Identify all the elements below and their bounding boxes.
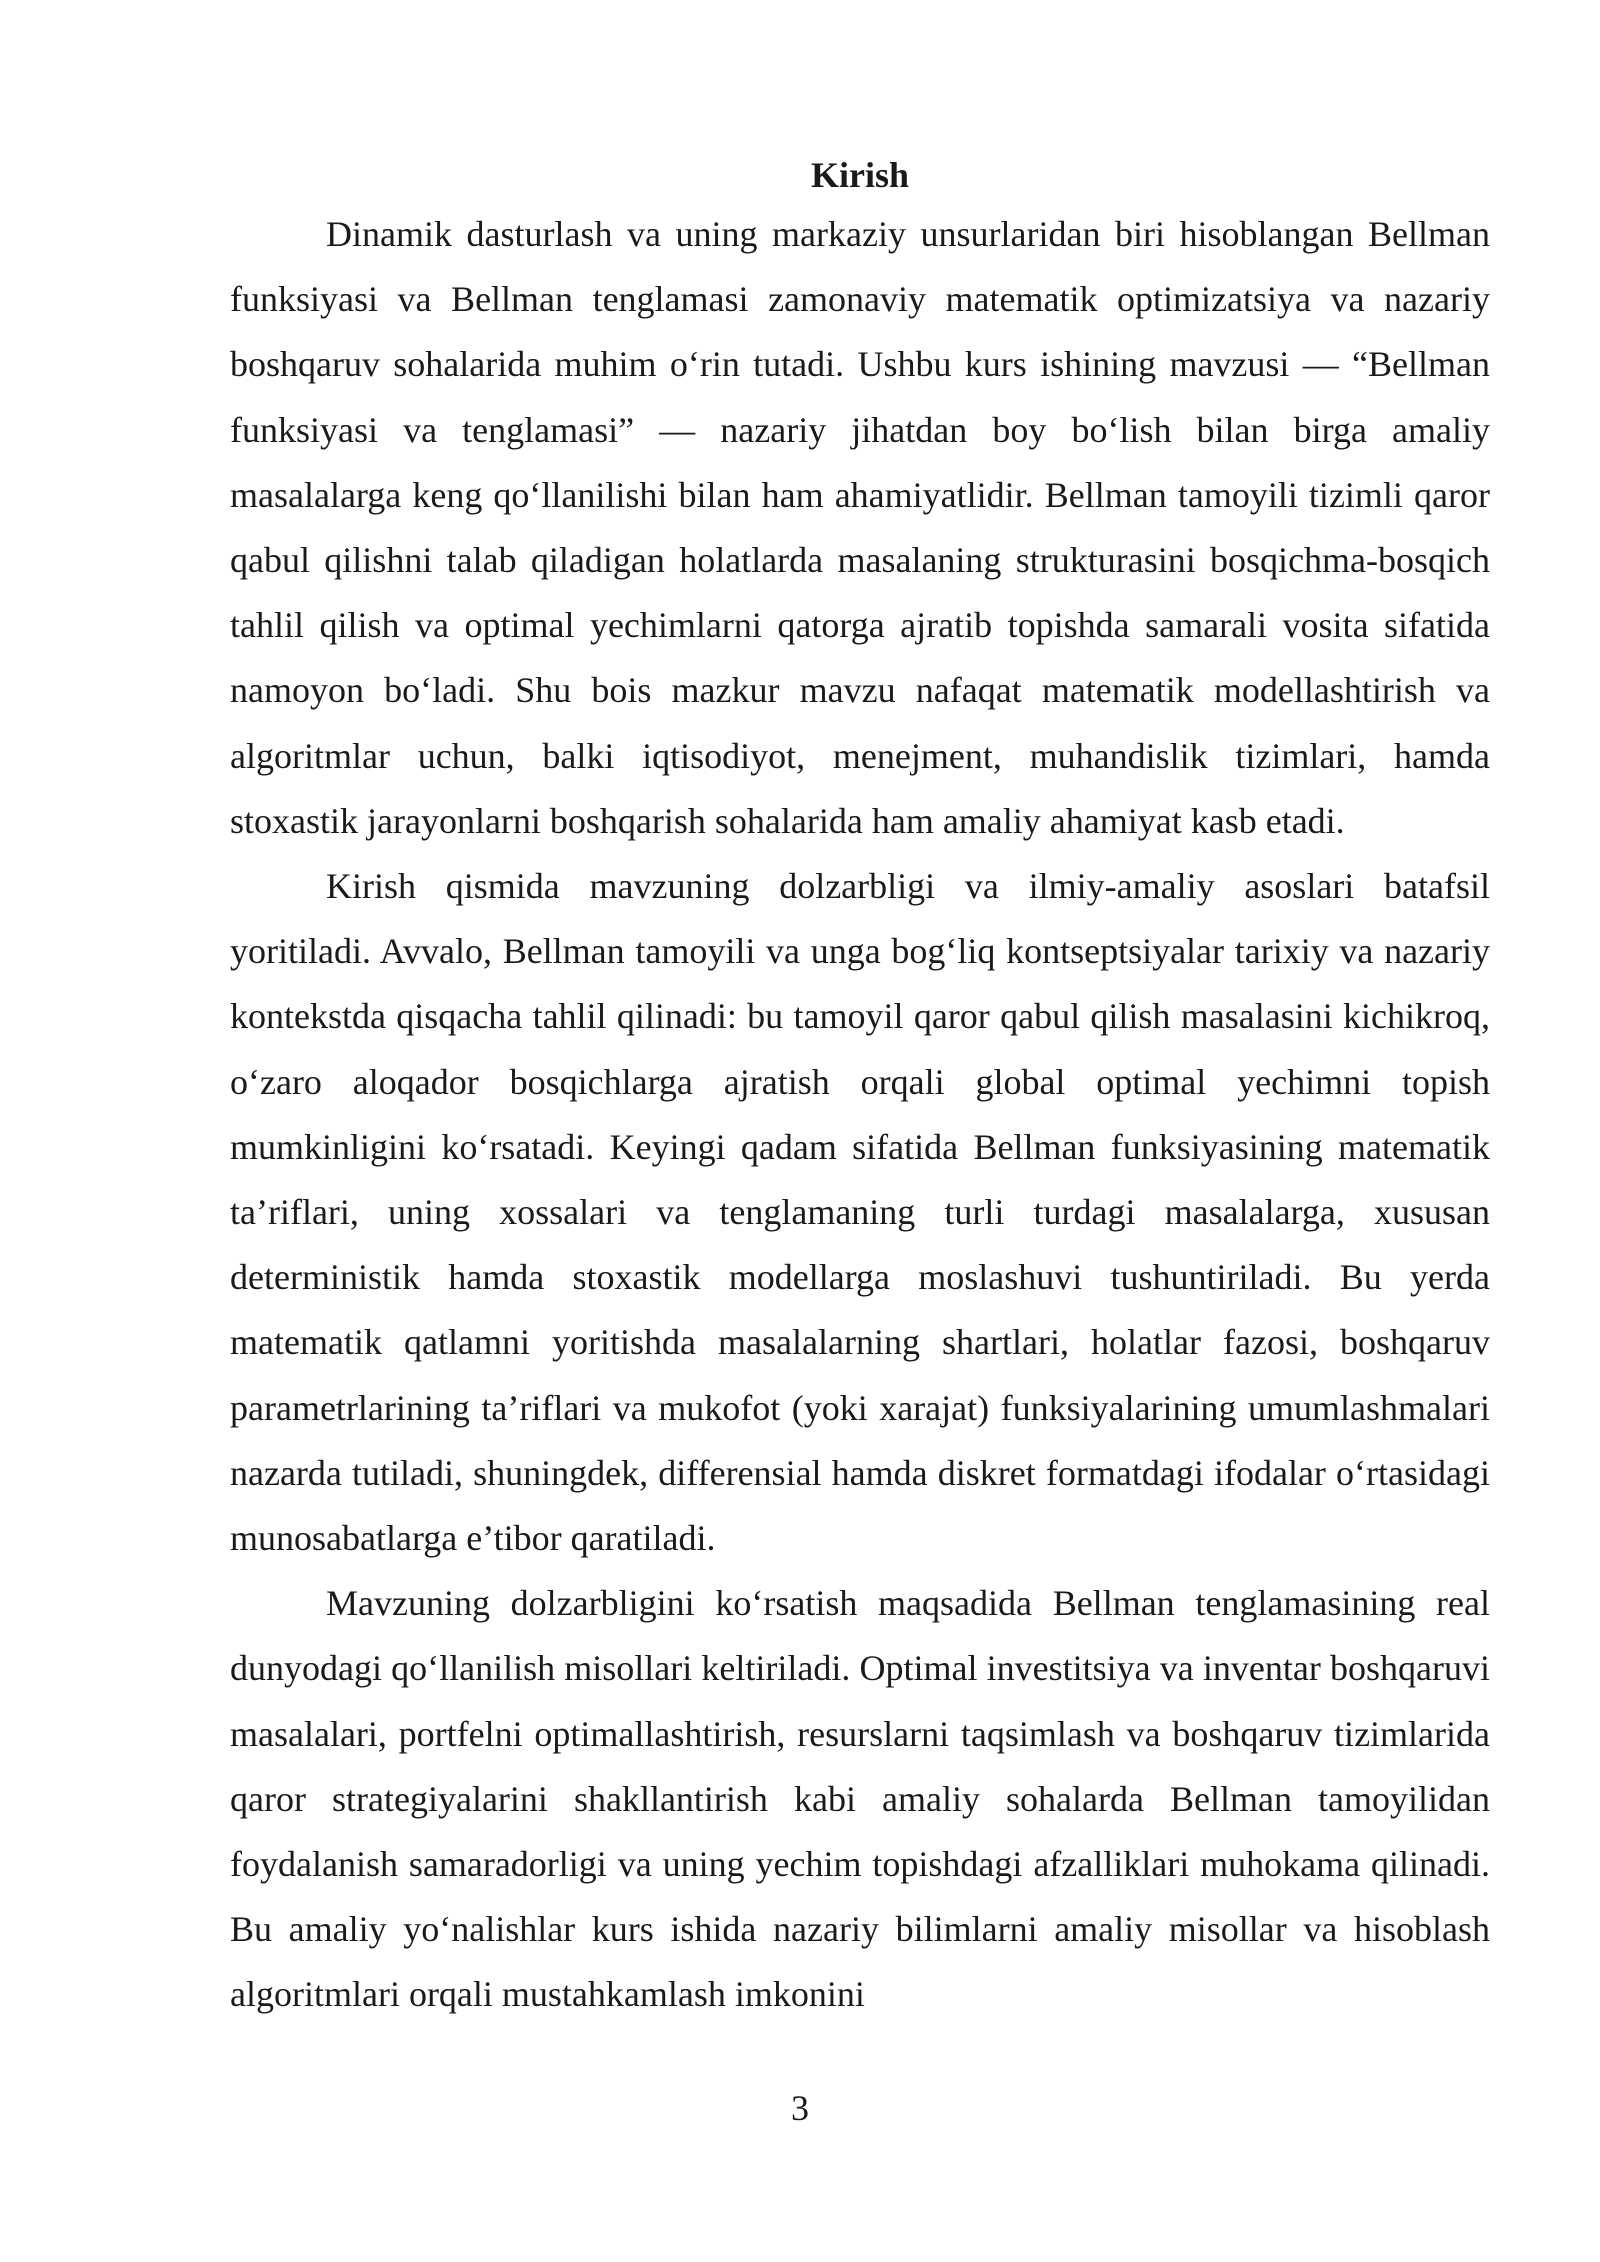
paragraph-1: Dinamik dasturlash va uning markaziy unsurlaridan biri hisoblangan Bellman funksiyasi va Bellman tenglamasi zamonaviy matematik optimizatsiya va nazariy boshqaruv sohalarida muhim o‘rin tutadi. Ushbu kurs ishining mavzusi — “Bellman funksiyasi va tenglamasi” — nazariy jihatdan boy bo‘lish bilan birga amaliy masalalarga keng qo‘llanilishi bilan ham ahamiyatlidir. Bellman tamoyili tizimli qaror qabul qilishni talab qiladigan holatlarda masalaning strukturasini bosqichma-bosqich tahlil qilish va optimal yechimlarni qatorga ajratib topishda samarali vosita sifatida namoyon bo‘ladi. Shu bois mazkur mavzu nafaqat matematik modellashtirish va algoritmlar uchun, balki iqtisodiyot, menejment, muhandislik tizimlari, hamda stoxastik jarayonlarni boshqarish sohalarida ham amaliy ahamiyat kasb etadi. [230, 214, 1490, 841]
section-heading: Kirish [810, 155, 909, 195]
document-page [230, 150, 1490, 2028]
page-number: 3 [791, 2088, 809, 2128]
paragraph-2: Kirish qismida mavzuning dolzarbligi va ilmiy-amaliy asoslari batafsil yoritiladi. Avvalo, Bellman tamoyili va unga bog‘liq kontseptsiyalar tarixiy va nazariy kontekstda qisqacha tahlil qilinadi: bu tamoyil qaror qabul qilish masalasini kichikroq, o‘zaro aloqador bosqichlarga ajratish orqali global optimal yechimni topish mumkinligini ko‘rsatadi. Keyingi qadam sifatida Bellman funksiyasining matematik ta’riflari, uning xossalari va tenglamaning turli turdagi masalalarga, xususan deterministik hamda stoxastik modellarga moslashuvi tushuntiriladi. Bu yerda matematik qatlamni yoritishda masalalarning shartlari, holatlar fazosi, boshqaruv parametrlarining ta’riflari va mukofot (yoki xarajat) funksiyalarining umumlashmalari nazarda tutiladi, shuningdek, differensial hamda diskret formatdagi ifodalar o‘rtasidagi munosabatlarga e’tibor qaratiladi. [230, 866, 1490, 1559]
paragraph-3: Mavzuning dolzarbligini ko‘rsatish maqsadida Bellman tenglamasining real dunyodagi qo‘llanilish misollari keltiriladi. Optimal investitsiya va inventar boshqaruvi masalalari, portfelni optimallashtirish, resurslarni taqsimlash va boshqaruv tizimlarida qaror strategiyalarini shakllantirish kabi amaliy sohalarda Bellman tamoyilidan foydalanish samaradorligi va uning yechim topishdagi afzalliklari muhokama qilinadi. Bu amaliy yo‘nalishlar kurs ishida nazariy bilimlarni amaliy misollar va hisoblash algoritmlari orqali mustahkamlash imkonini [230, 1583, 1490, 2015]
